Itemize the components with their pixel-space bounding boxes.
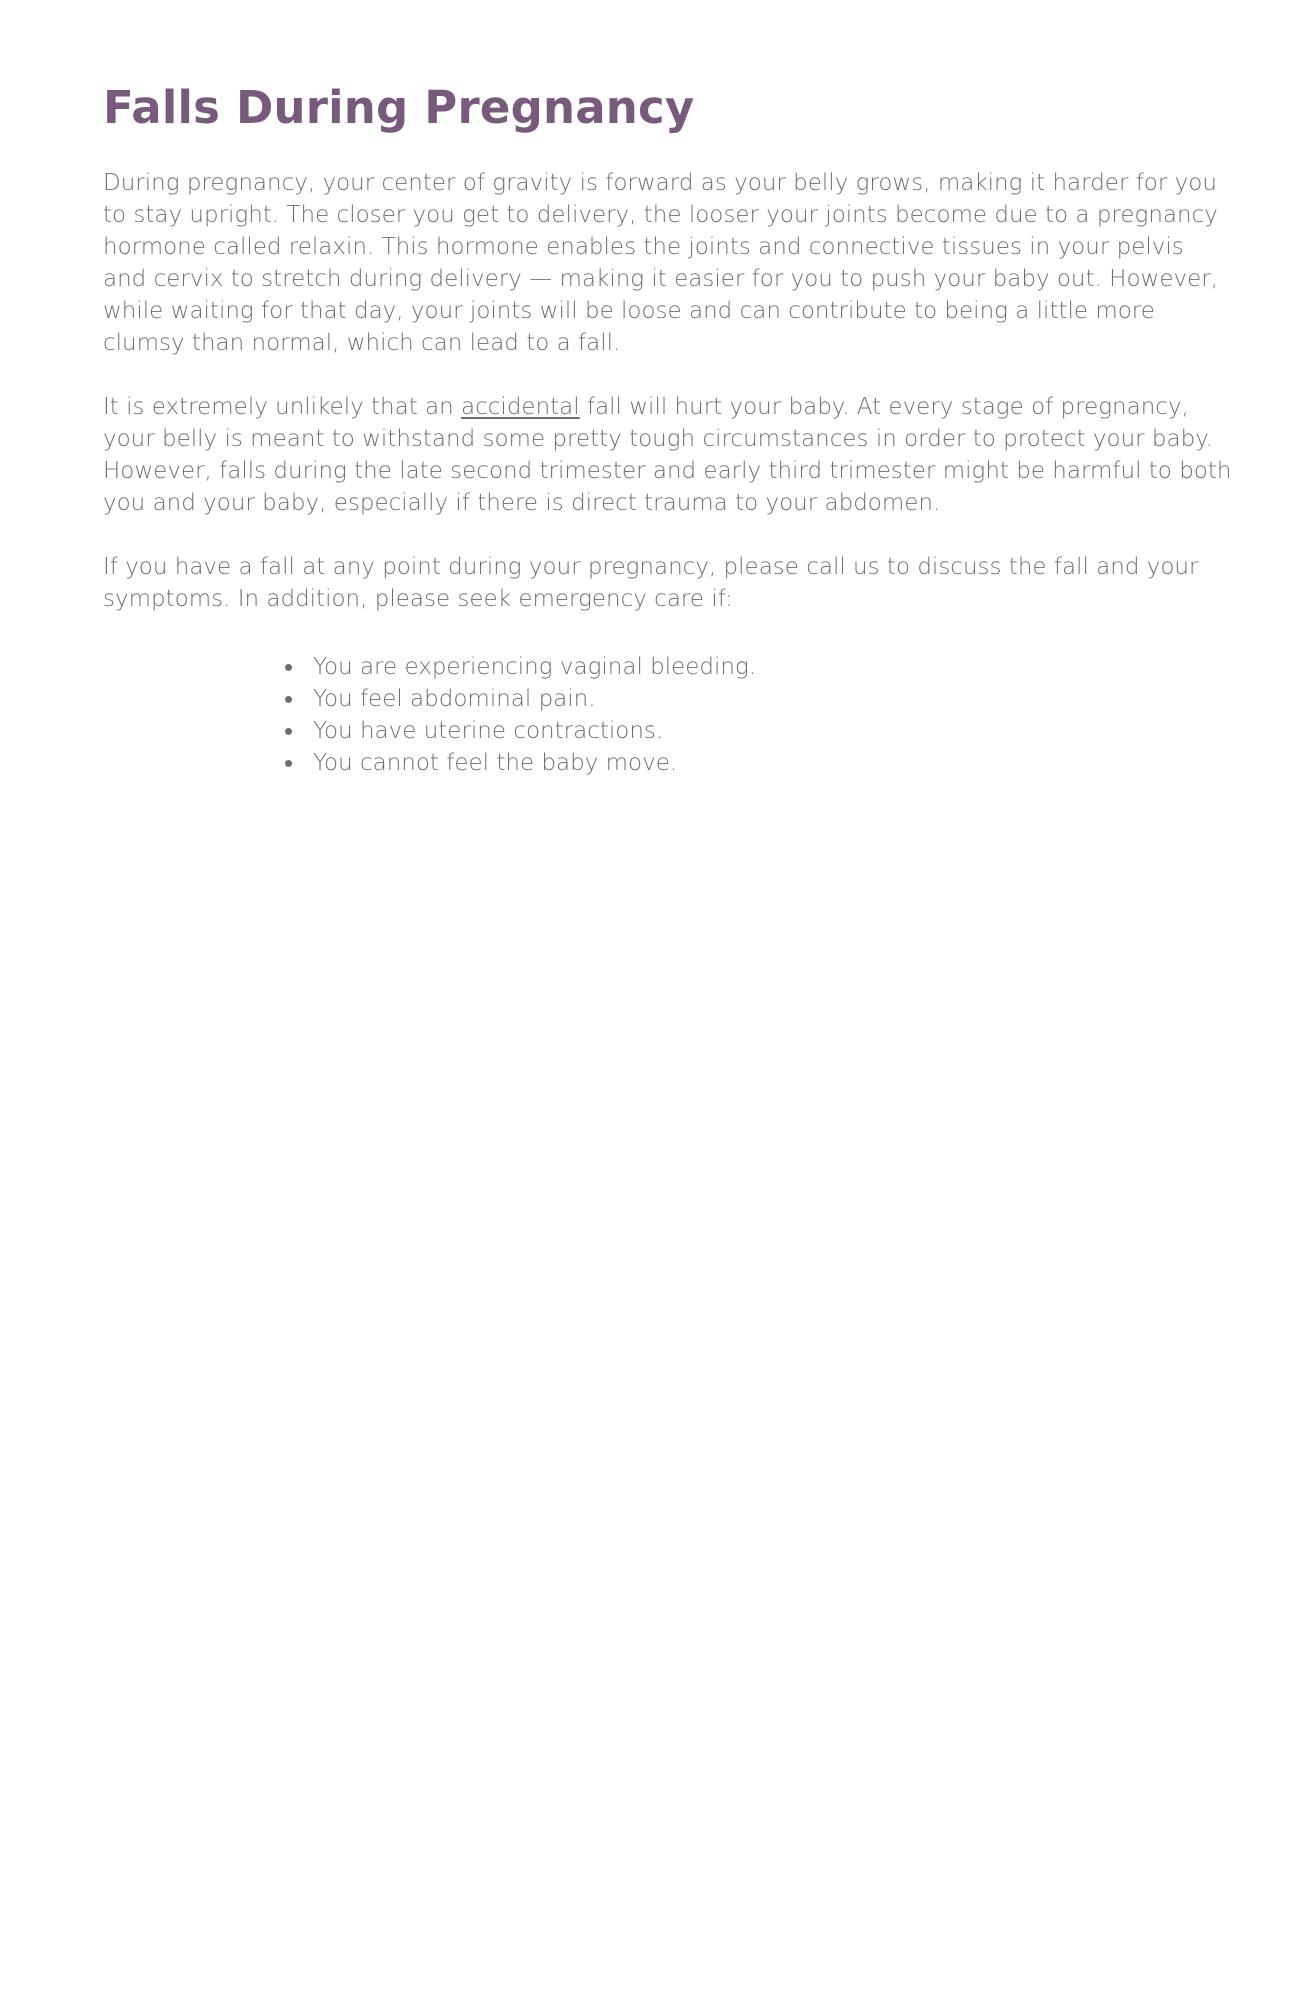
list-item-text: You feel abdominal pain. xyxy=(313,686,596,712)
document-page xyxy=(103,76,1233,779)
emergency-symptom-list xyxy=(277,651,1314,779)
paragraph-text-after: fall will hurt your baby. At every stage of pregnancy, your belly is meant to withstand some pretty tough circumstances in order to protect your baby. However, falls during the late second trimester and early third trimester might be harmful to both you and your baby, especially if there is direct trauma to your abdomen. xyxy=(103,394,1232,516)
page-title: Falls During Pregnancy xyxy=(103,81,695,134)
bullet-icon xyxy=(285,664,292,671)
list-item xyxy=(277,651,1314,683)
bullet-icon xyxy=(285,760,292,767)
paragraph-accidental-fall xyxy=(103,391,1233,519)
list-item-text: You are experiencing vaginal bleeding. xyxy=(313,654,757,680)
underlined-word-accidental: accidental xyxy=(461,394,580,420)
list-item-text: You have uterine contractions. xyxy=(313,718,664,744)
list-item xyxy=(277,747,1314,779)
list-item xyxy=(277,715,1314,747)
paragraph-relaxin: During pregnancy, your center of gravity is forward as your belly grows, making it harder for you to stay upright. The closer you get to delivery, the looser your joints become due to a pregnancy hormone called relaxin. This hormone enables the joints and connective tissues in your pelvis and cervix to stretch during delivery — making it easier for you to push your baby out. However, while waiting for that day, your joints will be loose and can contribute to being a little more clumsy than normal, which can lead to a fall. xyxy=(103,170,1219,356)
list-item-text: You cannot feel the baby move. xyxy=(313,750,678,776)
paragraph-text-before: It is extremely unlikely that an xyxy=(103,394,462,420)
bullet-icon xyxy=(285,696,292,703)
bullet-icon xyxy=(285,728,292,735)
list-item xyxy=(277,683,1314,715)
paragraph-emergency-care: If you have a fall at any point during your pregnancy, please call us to discuss the fall and your symptoms. In addition, please seek emergency care if: xyxy=(103,554,1199,612)
